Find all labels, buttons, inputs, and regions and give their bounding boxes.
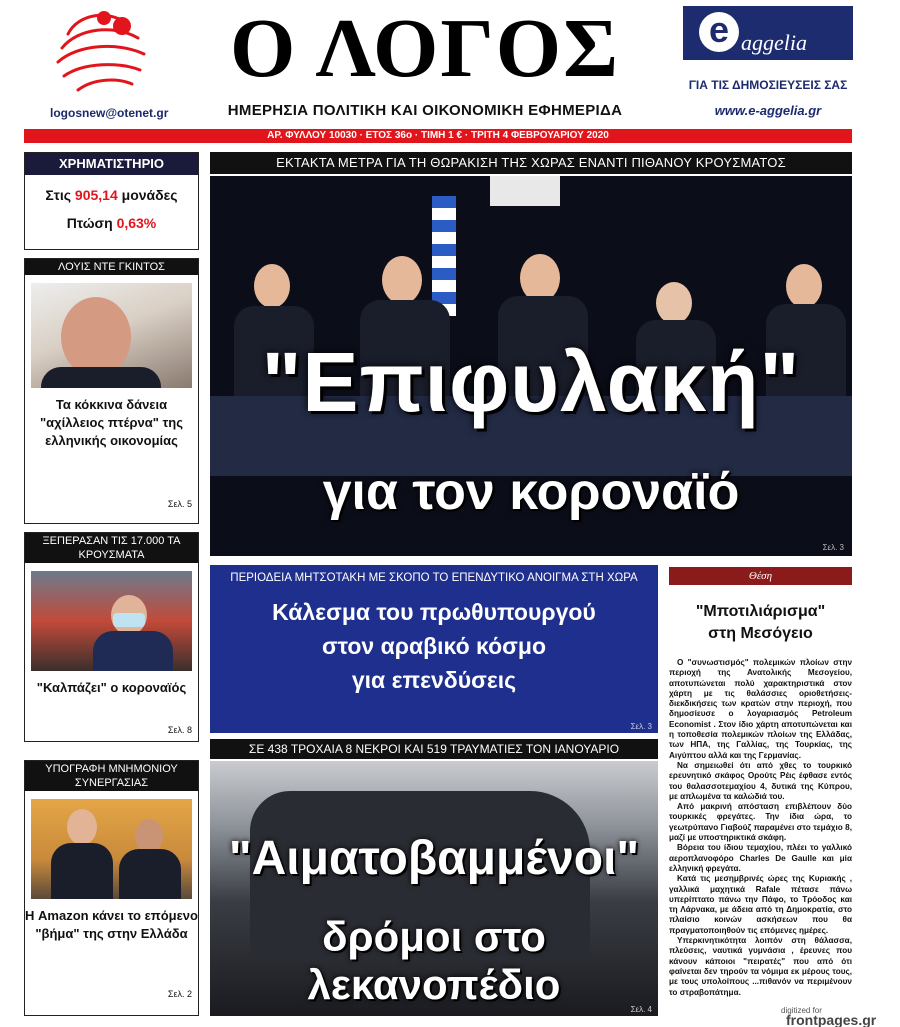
side-story-header: ΞΕΠΕΡΑΣΑΝ ΤΙΣ 17.000 ΤΑ ΚΡΟΥΣΜΑΤΑ <box>25 533 198 563</box>
invest-headline-line: Κάλεσμα του πρωθυπουργού <box>272 599 596 625</box>
side-story-header: ΥΠΟΓΡΑΦΗ ΜΝΗΜΟΝΙΟΥ ΣΥΝΕΡΓΑΣΙΑΣ <box>25 761 198 791</box>
side-story-text: "Καλπάζει" ο κοροναϊός <box>36 680 187 695</box>
crash-kicker: ΣΕ 438 ΤΡΟΧΑΙΑ 8 ΝΕΚΡΟΙ ΚΑΙ 519 ΤΡΑΥΜΑΤΙΕΣ ΤΟΝ ΙΑΝΟΥΑΡΙΟ <box>210 739 658 759</box>
invest-page: Σελ. 3 <box>630 722 652 731</box>
side-story-photo <box>31 571 192 671</box>
side-story-text: Τα κόκκινα δάνεια "αχίλλειος πτέρνα" της ελληνικής οικονομίας <box>40 397 183 448</box>
invest-kicker: ΠΕΡΙΟΔΕΙΑ ΜΗΤΣΟΤΑΚΗ ΜΕ ΣΚΟΠΟ ΤΟ ΕΠΕΝΔΥΤΙΚΟ ΑΝΟΙΓΜΑ ΣΤΗ ΧΩΡΑ <box>210 565 658 587</box>
crest-banner <box>490 176 560 206</box>
invest-story[interactable] <box>210 565 658 733</box>
opinion-paragraph: Βόρεια του ίδιου τεμαχίου, πλέει το γαλλικό αεροπλανοφόρο Charles De Gaulle και μία ελληνική φρεγάτα. <box>669 843 852 873</box>
lead-page: Σελ. 3 <box>822 543 844 552</box>
newspaper-subtitle: ΗΜΕΡΗΣΙΑ ΠΟΛΙΤΙΚΗ ΚΑΙ ΟΙΚΟΝΟΜΙΚΗ ΕΦΗΜΕΡΙΔΑ <box>227 102 623 119</box>
side-story-header: ΛΟΥΙΣ ΝΤΕ ΓΚΙΝΤΟΣ <box>25 259 198 275</box>
crash-story-photo[interactable] <box>210 761 658 1016</box>
opinion-title[interactable] <box>669 601 852 645</box>
side-story-photo <box>31 283 192 388</box>
side-story-2[interactable] <box>24 532 199 742</box>
side-story-1[interactable] <box>24 258 199 524</box>
eaggelia-wordmark: aggelia <box>741 30 807 55</box>
digitized-label: digitized for <box>781 1006 822 1015</box>
side-story-text: Η Amazon κάνει το επόμενο "βήμα" της στην Ελλάδα <box>25 908 198 941</box>
side-story-photo <box>31 799 192 899</box>
opinion-paragraph: Υπερκινητικότητα λοιπόν στη θάλασσα, πλεύσεις, ναυτικά γυμνάσια , έρευνες που κάνουν κάποιοι "πειρατές" που από ότι φαίνεται δεν τηρούν τα νόμιμα εκ μέρους τους, με τους υπολοίπους ...πιθανόν να περιμένουν το στραβοπάτημα. <box>669 936 852 997</box>
greek-flag <box>432 196 456 316</box>
side-story-page: Σελ. 8 <box>167 725 192 735</box>
invest-headline-line: για επενδύσεις <box>351 667 517 693</box>
stock-change-prefix: Πτώση <box>66 215 117 231</box>
opinion-paragraph: Ο "συνωστισμός" πολεμικών πλοίων στην περιοχή της Ανατολικής Μεσογείου, αποτυπώνεται πολύ χαρακτηριστικά στον χάρτη με τις θαλάσσιες οριοθετήσεις-διεκδικήσεις των κρατών στην περιοχή, που δημοσίευσε ο λογαριασμός Petroleum Economist . Στον ίδιο χάρτη αποτυπώνεται και η τοποθεσία πολεμικών πλοίων της Ελλάδας, των ΗΠΑ, της Γαλλίας, της Τουρκίας, της Αιγύπτου αλλά και της Γερμανίας. <box>669 658 852 760</box>
newspaper-logo-icon <box>48 4 158 100</box>
side-story-page: Σελ. 2 <box>167 989 192 999</box>
opinion-paragraph: Να σημειωθεί ότι από χθες το τουρκικό ερευνητικό σκάφος Ορούτς Ρέις έφθασε εντός του θαλασσοτεμαχίου 4, δυτικά της Κύπρου, με απλωμένα τα καλώδιά του. <box>669 760 852 801</box>
opinion-paragraph: Κατά τις μεσημβρινές ώρες της Κυριακής , γαλλικά μαχητικά Rafale πέτασε πάνω υπερίπτατο πάνω την Πάφο, το Τρόοδος και τη Λάρνακα, με άδεια από τη Δημοκρατία, στο πλαίσιο κοινών ασκήσεων που θα πραγματοποιηθούν τις επόμενες ημέρες. <box>669 874 852 935</box>
lead-subheadline: για τον κοροναϊό <box>322 463 740 521</box>
stock-market-box <box>24 152 199 250</box>
invest-headline <box>210 595 658 697</box>
lead-kicker: ΕΚΤΑΚΤΑ ΜΕΤΡΑ ΓΙΑ ΤΗ ΘΩΡΑΚΙΣΗ ΤΗΣ ΧΩΡΑΣ ΕΝΑΝΤΙ ΠΙΘΑΝΟΥ ΚΡΟΥΣΜΑΤΟΣ <box>210 152 852 174</box>
newspaper-title: Ο ΛΟΓΟΣ <box>229 2 621 95</box>
stock-index-prefix: Στις <box>45 187 75 203</box>
crash-headline: "Αιματοβαμμένοι" <box>228 832 640 885</box>
opinion-label: Θέση <box>669 567 852 585</box>
stock-index-value: 905,14 <box>74 187 118 203</box>
eaggelia-e-icon: e <box>699 12 739 52</box>
contact-email: logosnew@otenet.gr <box>50 106 169 120</box>
opinion-body <box>669 658 852 998</box>
side-story-3[interactable] <box>24 760 199 1016</box>
crash-page: Σελ. 4 <box>630 1005 652 1014</box>
opinion-paragraph: Από μακρινή απόσταση επιβλέπουν δύο τουρκικές φρεγάτες. Την ίδια ώρα, το γεωτρύπανο Γιαβούζ παραμένει στο τεμάχιο 8, μαζί με υποστηρικτικά σκάφη. <box>669 802 852 843</box>
lead-story-photo[interactable] <box>210 176 852 556</box>
ad-website-link[interactable]: www.e-aggelia.gr <box>714 103 822 118</box>
stock-index-suffix: μονάδες <box>117 187 178 203</box>
opinion-title-line1: "Μποτιλιάρισμα" <box>695 603 826 620</box>
stock-change-line <box>25 215 198 231</box>
lead-headline: "Επιφυλακή" <box>261 335 801 429</box>
invest-headline-line: στον αραβικό κόσμο <box>322 633 546 659</box>
issue-info-bar: ΑΡ. ΦΥΛΛΟΥ 10030 · ΕΤΟΣ 36ο · ΤΙΜΗ 1 € · ΤΡΙΤΗ 4 ΦΕΒΡΟΥΑΡΙΟΥ 2020 <box>24 129 852 143</box>
ad-tagline: ΓΙΑ ΤΙΣ ΔΗΜΟΣΙΕΥΣΕΙΣ ΣΑΣ <box>688 78 848 92</box>
opinion-title-line2: στη Μεσόγειο <box>708 625 813 642</box>
side-story-page: Σελ. 5 <box>167 499 192 509</box>
stock-change-value: 0,63% <box>116 215 157 231</box>
crash-subheadline: δρόμοι στο λεκανοπέδιο <box>307 913 561 1008</box>
stock-index-line <box>25 187 198 203</box>
frontpages-watermark[interactable]: frontpages.gr <box>786 1012 877 1027</box>
stock-header: ΧΡΗΜΑΤΙΣΤΗΡΙΟ <box>25 153 198 175</box>
eaggelia-ad-logo[interactable] <box>683 6 853 60</box>
